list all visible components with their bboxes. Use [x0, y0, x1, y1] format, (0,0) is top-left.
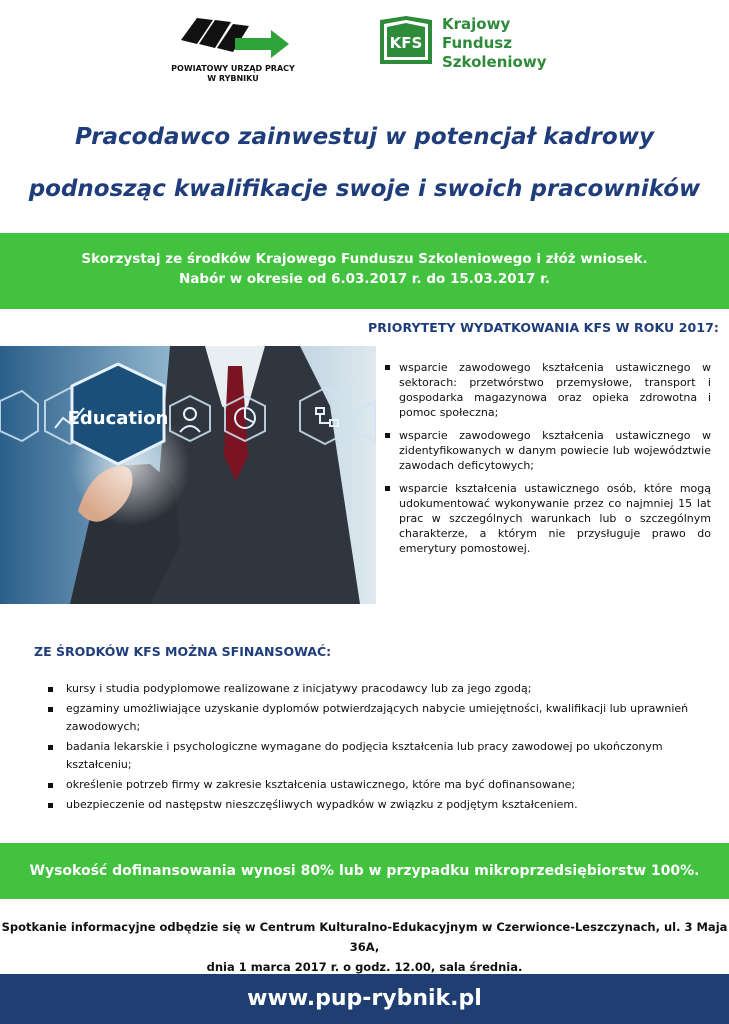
kfs-logo-text: KFS	[389, 34, 423, 52]
finance-item-text: określenie potrzeb firmy w zakresie kształcenia ustawicznego, które ma być dofinansowane;	[66, 778, 576, 791]
bullet-icon	[48, 783, 53, 788]
finance-item-text: kursy i studia podyplomowe realizowane z inicjatywy pracodawcy lub za jego zgodą;	[66, 682, 532, 695]
finance-item	[44, 700, 716, 736]
banner-bottom: Wysokość dofinansowania wynosi 80% lub w przypadku mikroprzedsiębiorstw 100%.	[0, 843, 729, 899]
finance-item-text: egzaminy umożliwiające uzyskanie dyplomów potwierdzających nabycie umiejętności, kwalifikacji lub uprawnień zawodowych;	[66, 702, 689, 733]
priority-item-text: wsparcie zawodowego kształcenia ustawicznego w zidentyfikowanych w danym powiecie lub województwie zawodach deficytowych;	[399, 429, 711, 472]
finance-item	[44, 796, 716, 814]
kfs-name	[442, 15, 547, 72]
banner-top	[0, 233, 729, 309]
pup-caption-line2: W RYBNIKU	[207, 74, 259, 83]
priority-item	[383, 428, 711, 473]
finance-item-text: ubezpieczenie od następstw nieszczęśliwych wypadków w związku z podjętym kształceniem.	[66, 798, 578, 811]
bullet-icon	[48, 803, 53, 808]
finance-item-text: badania lekarskie i psychologiczne wymagane do podjęcia kształcenia lub pracy zawodowej po ukończonym kształceniu;	[66, 740, 663, 771]
priority-item-text: wsparcie zawodowego kształcenia ustawicznego w sektorach: przetwórstwo przemysłowe, transport i gospodarka magazynowa oraz opieka zdrowotna i pomoc społeczna;	[399, 361, 711, 419]
meeting-line2: dnia 1 marca 2017 r. o godz. 12.00, sala średnia.	[206, 960, 523, 974]
priority-item-text: wsparcie kształcenia ustawicznego osób, które mogą udokumentować wykonywanie przez co najmniej 15 lat prac w szczególnych warunkach lub o szczególnym charakterze, a którym nie przysługuje prawo do emerytury pomostowej.	[399, 482, 711, 555]
kfs-name-line1: Krajowy	[442, 15, 511, 33]
pup-caption-line1: POWIATOWY URZĄD PRACY	[171, 64, 295, 73]
priority-item	[383, 481, 711, 556]
priority-item	[383, 360, 711, 420]
education-photo	[0, 346, 376, 604]
finance-list	[44, 680, 716, 816]
website-link[interactable]: www.pup-rybnik.pl	[247, 986, 482, 1011]
priorities-list	[383, 360, 711, 564]
education-label: Education	[67, 408, 169, 429]
meeting-line1: Spotkanie informacyjne odbędzie się w Centrum Kulturalno-Edukacyjnym w Czerwionce-Leszczynach, ul. 3 Maja 36A,	[1, 920, 728, 954]
banner-top-line1: Skorzystaj ze środków Krajowego Funduszu Szkoleniowego i złóż wniosek.	[81, 251, 648, 267]
bullet-icon	[385, 433, 390, 438]
kfs-name-line3: Szkoleniowy	[442, 53, 547, 71]
meeting-info	[0, 917, 729, 977]
kfs-name-line2: Fundusz	[442, 34, 512, 52]
bullet-icon	[48, 745, 53, 750]
footer-bar	[0, 974, 729, 1024]
bullet-icon	[385, 365, 390, 370]
headline-line2: podnosząc kwalifikacje swoje i swoich pracowników	[28, 176, 701, 202]
finance-item	[44, 776, 716, 794]
bullet-icon	[48, 687, 53, 692]
finance-item	[44, 680, 716, 698]
headline-line1: Pracodawco zainwestuj w potencjał kadrowy	[75, 124, 654, 150]
priorities-title: PRIORYTETY WYDATKOWANIA KFS W ROKU 2017:	[368, 320, 720, 335]
pup-logo-caption	[158, 64, 308, 84]
finance-title: ZE ŚRODKÓW KFS MOŻNA SFINANSOWAĆ:	[34, 644, 332, 659]
finance-item	[44, 738, 716, 774]
bullet-icon	[385, 486, 390, 491]
banner-top-line2: Nabór w okresie od 6.03.2017 r. do 15.03.2017 r.	[179, 271, 550, 287]
bullet-icon	[48, 707, 53, 712]
kfs-logo	[376, 14, 436, 70]
